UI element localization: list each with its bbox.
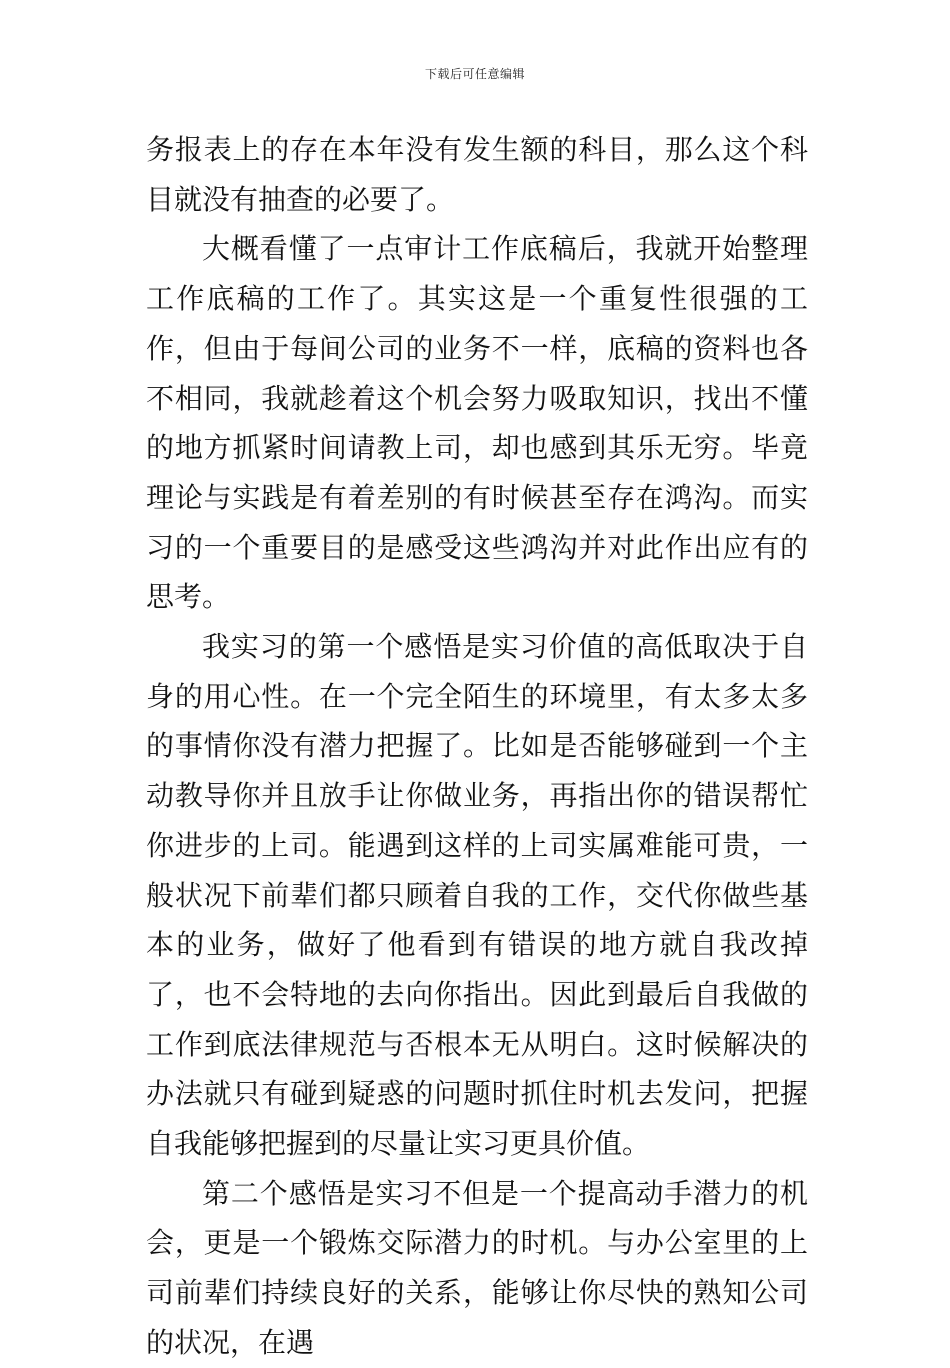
paragraph-1: 务报表上的存在本年没有发生额的科目，那么这个科目就没有抽查的必要了。: [146, 133, 808, 216]
page-header: 下载后可任意编辑: [424, 67, 525, 81]
paragraph-2: 大概看懂了一点审计工作底稿后，我就开始整理工作底稿的工作了。其实这是一个重复性很强的工作，但由于每间公司的业务不一样，底稿的资料也各不相同，我就趁着这个机会努力吸取知识，找出不懂的地方抓紧时间请教上司，却也感到其乐无穷。毕竟理论与实践是有着差别的有时候甚至存在鸿沟。而实习的一个重要目的是感受这些鸿沟并对此作出应有的思考。: [146, 232, 808, 614]
paragraph-3: 我实习的第一个感悟是实习价值的高低取决于自身的用心性。在一个完全陌生的环境里，有太多太多的事情你没有潜力把握了。比如是否能够碰到一个主动教导你并且放手让你做业务，再指出你的错误帮忙你进步的上司。能遇到这样的上司实属难能可贵，一般状况下前辈们都只顾着自我的工作，交代你做些基本的业务，做好了他看到有错误的地方就自我改掉了，也不会特地的去向你指出。因此到最后自我做的工作到底法律规范与否根本无从明白。这时候解决的办法就只有碰到疑惑的问题时抓住时机去发问，把握自我能够把握到的尽量让实习更具价值。: [146, 630, 808, 1161]
paragraph-4: 第二个感悟是实习不但是一个提高动手潜力的机会，更是一个锻炼交际潜力的时机。与办公室里的上司前辈们持续良好的关系，能够让你尽快的熟知公司的状况，在遇: [146, 1176, 808, 1359]
document-body: [146, 125, 808, 1368]
